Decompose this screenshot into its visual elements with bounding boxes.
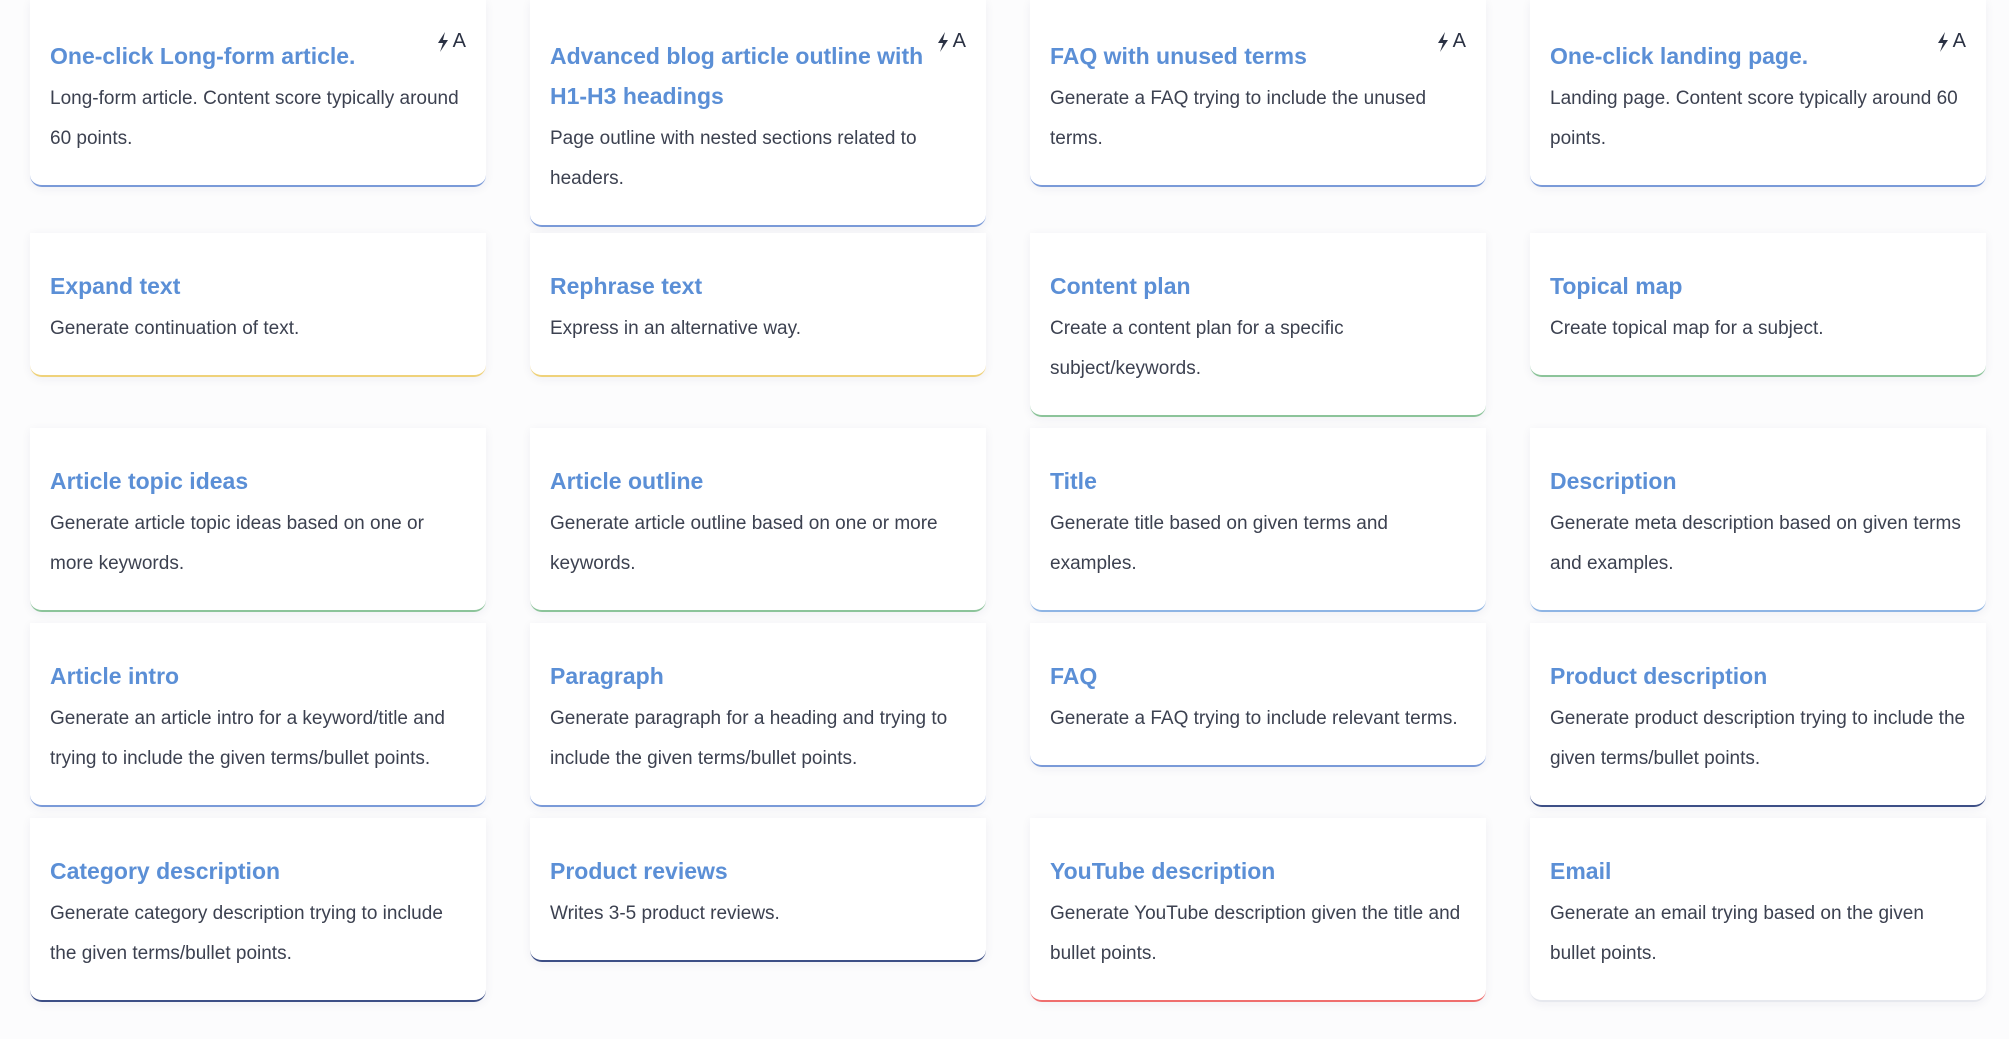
template-card-9[interactable] xyxy=(30,428,486,612)
template-card-4[interactable] xyxy=(1530,0,1986,187)
lightning-bolt-icon xyxy=(936,32,950,52)
template-card-14[interactable] xyxy=(530,623,986,807)
card-description: Generate a FAQ trying to include relevant terms. xyxy=(1050,708,1458,729)
ai-badge-letter: A xyxy=(1452,30,1466,52)
template-card-15[interactable] xyxy=(1030,623,1486,767)
card-description: Long-form article. Content score typically around 60 points. xyxy=(50,88,459,149)
lightning-bolt-icon xyxy=(436,32,450,52)
card-description: Generate a FAQ trying to include the unused terms. xyxy=(1050,88,1427,149)
template-card-19[interactable] xyxy=(1030,818,1486,1002)
card-title: Paragraph xyxy=(550,663,664,689)
card-description: Generate meta description based on given terms and examples. xyxy=(1550,513,1961,574)
template-card-17[interactable] xyxy=(30,818,486,1002)
template-card-3[interactable] xyxy=(1030,0,1486,187)
card-title: FAQ with unused terms xyxy=(1050,43,1307,69)
card-title: FAQ xyxy=(1050,663,1098,689)
card-description: Create a content plan for a specific subject/keywords. xyxy=(1050,318,1344,379)
ai-badge-letter: A xyxy=(952,30,966,52)
card-title: Rephrase text xyxy=(550,273,703,299)
card-title: One-click Long-form article. xyxy=(50,43,356,69)
template-card-2[interactable] xyxy=(530,0,986,227)
template-card-13[interactable] xyxy=(30,623,486,807)
card-title: Article outline xyxy=(550,468,704,494)
card-description: Page outline with nested sections related to headers. xyxy=(550,128,917,189)
template-card-7[interactable] xyxy=(1030,233,1486,417)
card-title: Title xyxy=(1050,468,1097,494)
template-card-1[interactable] xyxy=(30,0,486,187)
template-card-20[interactable] xyxy=(1530,818,1986,1002)
ai-badge xyxy=(436,30,466,53)
card-description: Writes 3-5 product reviews. xyxy=(550,903,780,924)
card-title: Expand text xyxy=(50,273,181,299)
ai-badge-letter: A xyxy=(1952,30,1966,52)
lightning-bolt-icon xyxy=(1436,32,1450,52)
card-description: Generate article topic ideas based on one or more keywords. xyxy=(50,513,424,574)
ai-badge xyxy=(1936,30,1966,53)
card-title: Article topic ideas xyxy=(50,468,249,494)
card-description: Generate YouTube description given the title and bullet points. xyxy=(1050,903,1461,964)
card-description: Landing page. Content score typically around 60 points. xyxy=(1550,88,1958,149)
card-description: Generate article outline based on one or more keywords. xyxy=(550,513,938,574)
card-description: Generate continuation of text. xyxy=(50,318,300,339)
card-description: Generate an email trying based on the given bullet points. xyxy=(1550,903,1924,964)
card-title: Product reviews xyxy=(550,858,728,884)
ai-badge-letter: A xyxy=(452,30,466,52)
card-description: Generate paragraph for a heading and trying to include the given terms/bullet points. xyxy=(550,708,948,769)
card-title: Topical map xyxy=(1550,273,1683,299)
ai-badge xyxy=(936,30,966,53)
card-description: Generate category description trying to include the given terms/bullet points. xyxy=(50,903,443,964)
card-title: Product description xyxy=(1550,663,1768,689)
card-description: Generate an article intro for a keyword/title and trying to include the given terms/bullet points. xyxy=(50,708,445,769)
card-title: Description xyxy=(1550,468,1677,494)
templates-grid xyxy=(30,0,1986,1013)
card-title: Article intro xyxy=(50,663,180,689)
template-card-10[interactable] xyxy=(530,428,986,612)
card-title: YouTube description xyxy=(1050,858,1276,884)
template-card-5[interactable] xyxy=(30,233,486,377)
card-title: One-click landing page. xyxy=(1550,43,1809,69)
card-title: Advanced blog article outline with H1-H3 headings xyxy=(550,43,924,109)
template-card-6[interactable] xyxy=(530,233,986,377)
template-card-12[interactable] xyxy=(1530,428,1986,612)
ai-badge xyxy=(1436,30,1466,53)
lightning-bolt-icon xyxy=(1936,32,1950,52)
card-description: Create topical map for a subject. xyxy=(1550,318,1824,339)
card-title: Content plan xyxy=(1050,273,1191,299)
template-card-16[interactable] xyxy=(1530,623,1986,807)
template-card-18[interactable] xyxy=(530,818,986,962)
card-description: Generate product description trying to include the given terms/bullet points. xyxy=(1550,708,1966,769)
card-description: Express in an alternative way. xyxy=(550,318,801,339)
card-title: Email xyxy=(1550,858,1612,884)
template-card-11[interactable] xyxy=(1030,428,1486,612)
template-card-8[interactable] xyxy=(1530,233,1986,377)
card-title: Category description xyxy=(50,858,281,884)
card-description: Generate title based on given terms and examples. xyxy=(1050,513,1388,574)
